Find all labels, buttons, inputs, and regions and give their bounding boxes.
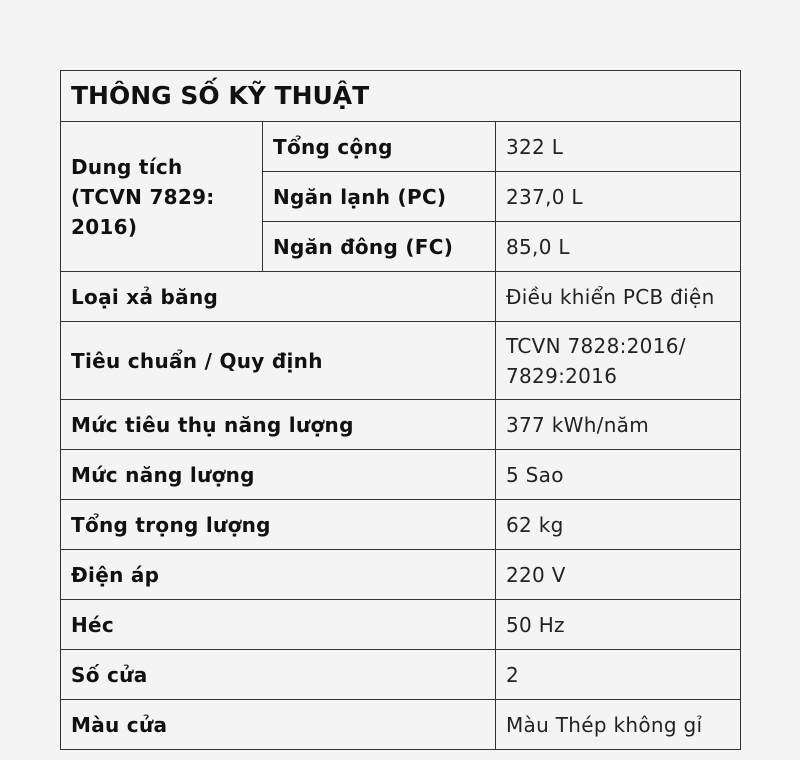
spec-label: Mức năng lượng xyxy=(61,450,496,500)
spec-value: 5 Sao xyxy=(496,450,741,500)
capacity-value: 85,0 L xyxy=(496,222,741,272)
table-row xyxy=(61,500,741,550)
table-row xyxy=(61,400,741,450)
table-row xyxy=(61,122,741,172)
spec-label: Mức tiêu thụ năng lượng xyxy=(61,400,496,450)
capacity-sub-label: Ngăn lạnh (PC) xyxy=(263,172,496,222)
spec-label: Tổng trọng lượng xyxy=(61,500,496,550)
spec-value: Điều khiển PCB điện xyxy=(496,272,741,322)
spec-value: 2 xyxy=(496,650,741,700)
table-row xyxy=(61,650,741,700)
spec-value: Màu Thép không gỉ xyxy=(496,700,741,750)
table-row xyxy=(61,272,741,322)
spec-label: Điện áp xyxy=(61,550,496,600)
spec-value: TCVN 7828:2016/ 7829:2016 xyxy=(496,322,741,400)
spec-value: 377 kWh/năm xyxy=(496,400,741,450)
table-header-row xyxy=(61,71,741,122)
table-row xyxy=(61,450,741,500)
table-title: THÔNG SỐ KỸ THUẬT xyxy=(61,71,741,122)
capacity-label: Dung tích (TCVN 7829: 2016) xyxy=(61,122,263,272)
table-row xyxy=(61,322,741,400)
spec-label: Số cửa xyxy=(61,650,496,700)
spec-label: Tiêu chuẩn / Quy định xyxy=(61,322,496,400)
table-row xyxy=(61,600,741,650)
spec-value: 50 Hz xyxy=(496,600,741,650)
spec-value: 220 V xyxy=(496,550,741,600)
specification-table xyxy=(60,70,741,750)
spec-value: 62 kg xyxy=(496,500,741,550)
spec-label: Loại xả băng xyxy=(61,272,496,322)
spec-label: Màu cửa xyxy=(61,700,496,750)
capacity-value: 322 L xyxy=(496,122,741,172)
capacity-sub-label: Ngăn đông (FC) xyxy=(263,222,496,272)
table-row xyxy=(61,550,741,600)
spec-label: Héc xyxy=(61,600,496,650)
capacity-value: 237,0 L xyxy=(496,172,741,222)
capacity-sub-label: Tổng cộng xyxy=(263,122,496,172)
table-row xyxy=(61,700,741,750)
